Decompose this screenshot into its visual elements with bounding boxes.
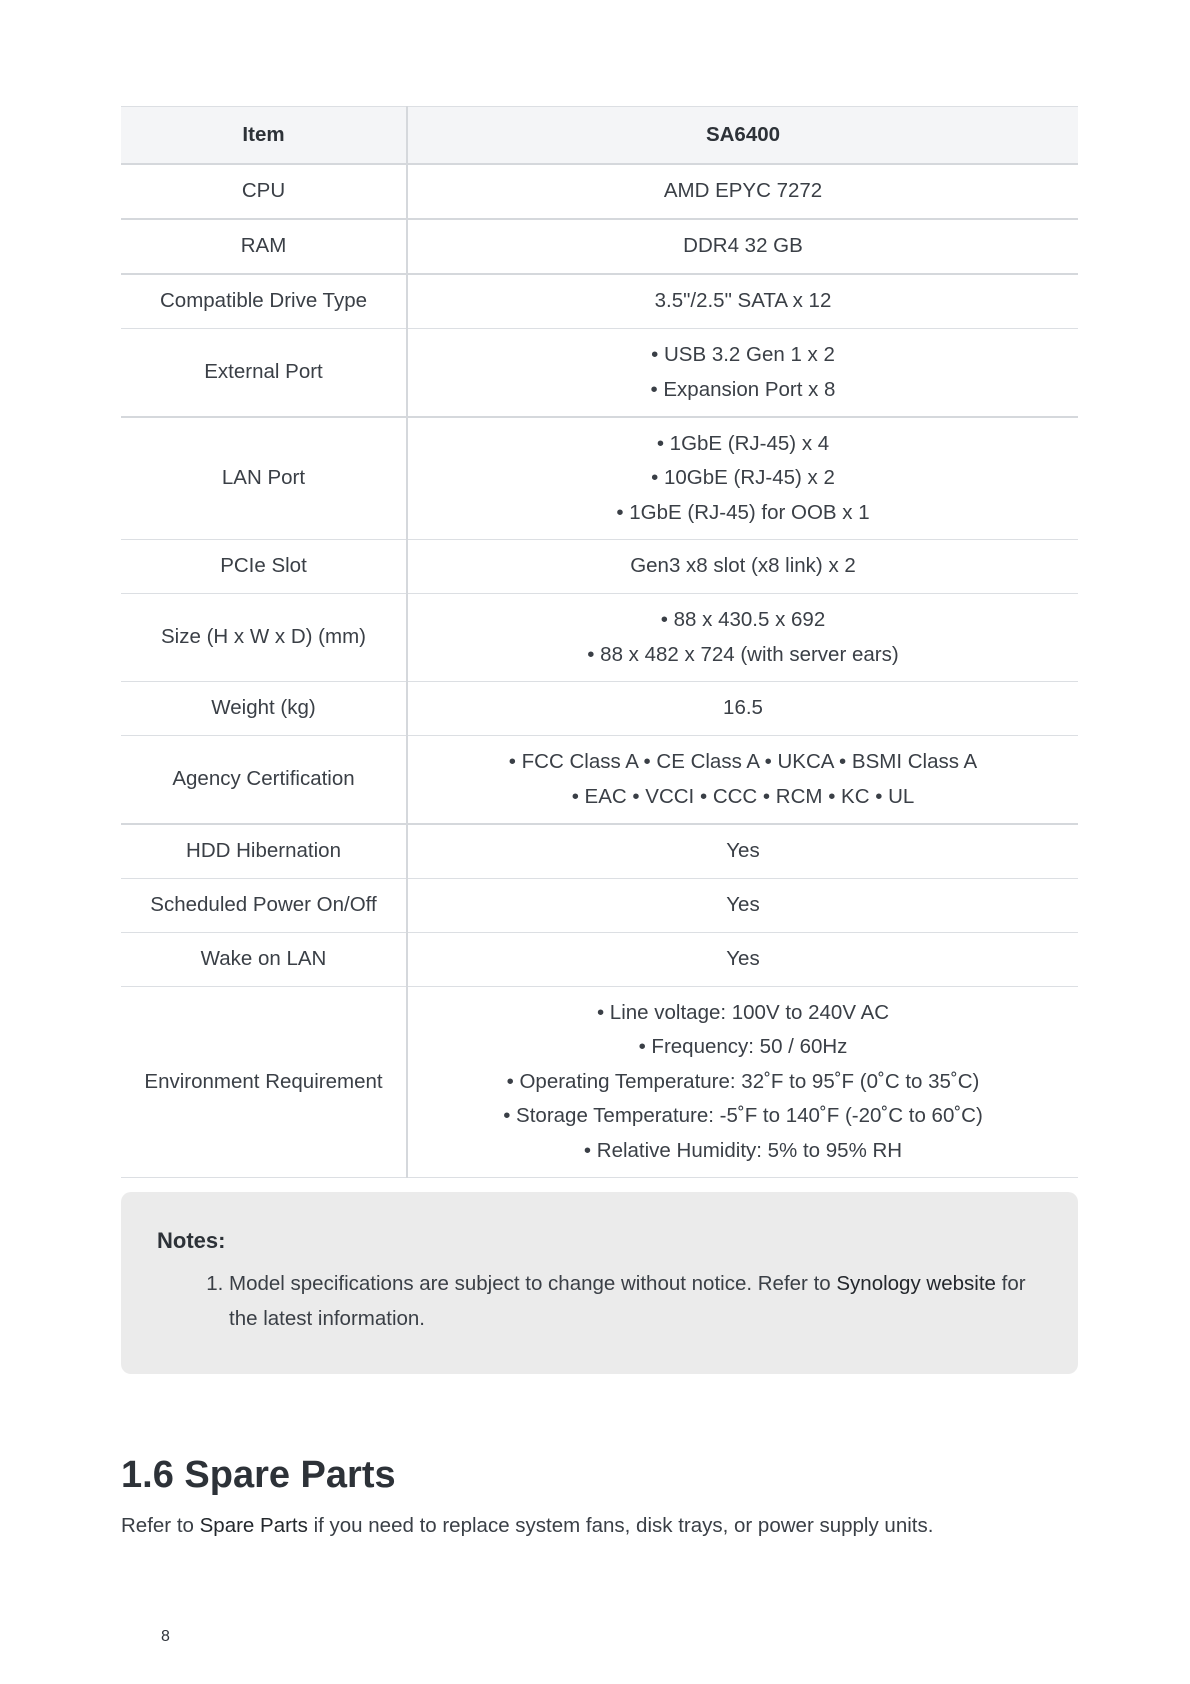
row-value: 3.5"/2.5" SATA x 12	[407, 274, 1078, 329]
value-line: • Relative Humidity: 5% to 95% RH	[583, 1138, 903, 1162]
row-value: Yes	[407, 933, 1078, 987]
table-row	[121, 540, 1078, 594]
table-row	[121, 824, 1078, 879]
page-number: 8	[161, 1628, 170, 1645]
table-row	[121, 736, 1078, 825]
row-label: Weight (kg)	[121, 682, 407, 736]
notes-list	[157, 1266, 1042, 1336]
row-label: Scheduled Power On/Off	[121, 879, 407, 933]
row-label: CPU	[121, 164, 407, 219]
value-line: • 10GbE (RJ-45) x 2	[651, 466, 835, 490]
table-header-row	[121, 107, 1078, 165]
value-line: • Storage Temperature: -5˚F to 140˚F (-20˚C to 60˚C)	[503, 1104, 983, 1128]
value-line: • FCC Class A • CE Class A • UKCA • BSMI Class A	[508, 750, 978, 773]
note-text: Model specifications are subject to change without notice. Refer to	[229, 1272, 837, 1295]
value-line: • Operating Temperature: 32˚F to 95˚F (0˚C to 35˚C)	[506, 1069, 980, 1093]
row-value	[407, 987, 1078, 1178]
row-label: External Port	[121, 329, 407, 418]
row-value: Gen3 x8 slot (x8 link) x 2	[407, 540, 1078, 594]
table-row	[121, 274, 1078, 329]
section-heading: 1.6 Spare Parts	[121, 1454, 396, 1496]
header-model: SA6400	[407, 107, 1078, 165]
row-value: AMD EPYC 7272	[407, 164, 1078, 219]
value-line: • Line voltage: 100V to 240V AC	[596, 1000, 890, 1024]
note-item	[229, 1266, 1042, 1336]
table-row	[121, 594, 1078, 682]
table-row	[121, 879, 1078, 933]
row-value	[407, 329, 1078, 418]
row-value	[407, 594, 1078, 682]
row-label: Agency Certification	[121, 736, 407, 825]
row-label: PCIe Slot	[121, 540, 407, 594]
row-label: HDD Hibernation	[121, 824, 407, 879]
paragraph-text: Refer to	[121, 1514, 200, 1537]
row-value: Yes	[407, 824, 1078, 879]
document-page	[121, 106, 1078, 1542]
value-line: • 1GbE (RJ-45) x 4	[656, 431, 830, 455]
note-text: for the latest information.	[229, 1272, 1026, 1330]
notes-title: Notes:	[157, 1228, 226, 1253]
table-row	[121, 987, 1078, 1178]
value-line: • 88 x 482 x 724 (with server ears)	[587, 642, 899, 666]
header-item: Item	[121, 107, 407, 165]
row-value	[407, 417, 1078, 540]
row-value: DDR4 32 GB	[407, 219, 1078, 274]
table-row	[121, 164, 1078, 219]
synology-website-link[interactable]: Synology website	[836, 1272, 996, 1295]
row-label: Size (H x W x D) (mm)	[121, 594, 407, 682]
specification-table	[121, 106, 1078, 1178]
table-row	[121, 219, 1078, 274]
value-line: • 1GbE (RJ-45) for OOB x 1	[616, 500, 870, 524]
paragraph-text: if you need to replace system fans, disk trays, or power supply units.	[307, 1514, 934, 1537]
row-value: Yes	[407, 879, 1078, 933]
value-line: • Expansion Port x 8	[650, 377, 836, 401]
value-line: • EAC • VCCI • CCC • RCM • KC • UL	[571, 784, 915, 808]
row-label: Compatible Drive Type	[121, 274, 407, 329]
table-row	[121, 417, 1078, 540]
row-label: Wake on LAN	[121, 933, 407, 987]
row-label: RAM	[121, 219, 407, 274]
table-row	[121, 682, 1078, 736]
value-line: • Frequency: 50 / 60Hz	[638, 1035, 848, 1059]
row-label: Environment Requirement	[121, 987, 407, 1178]
table-row	[121, 329, 1078, 418]
section-paragraph	[121, 1510, 1078, 1542]
row-label: LAN Port	[121, 417, 407, 540]
notes-box	[121, 1192, 1078, 1374]
row-value: 16.5	[407, 682, 1078, 736]
value-line: • USB 3.2 Gen 1 x 2	[651, 343, 835, 366]
row-value	[407, 736, 1078, 825]
spare-parts-link[interactable]: Spare Parts	[199, 1514, 308, 1537]
value-line: • 88 x 430.5 x 692	[660, 608, 826, 631]
table-row	[121, 933, 1078, 987]
